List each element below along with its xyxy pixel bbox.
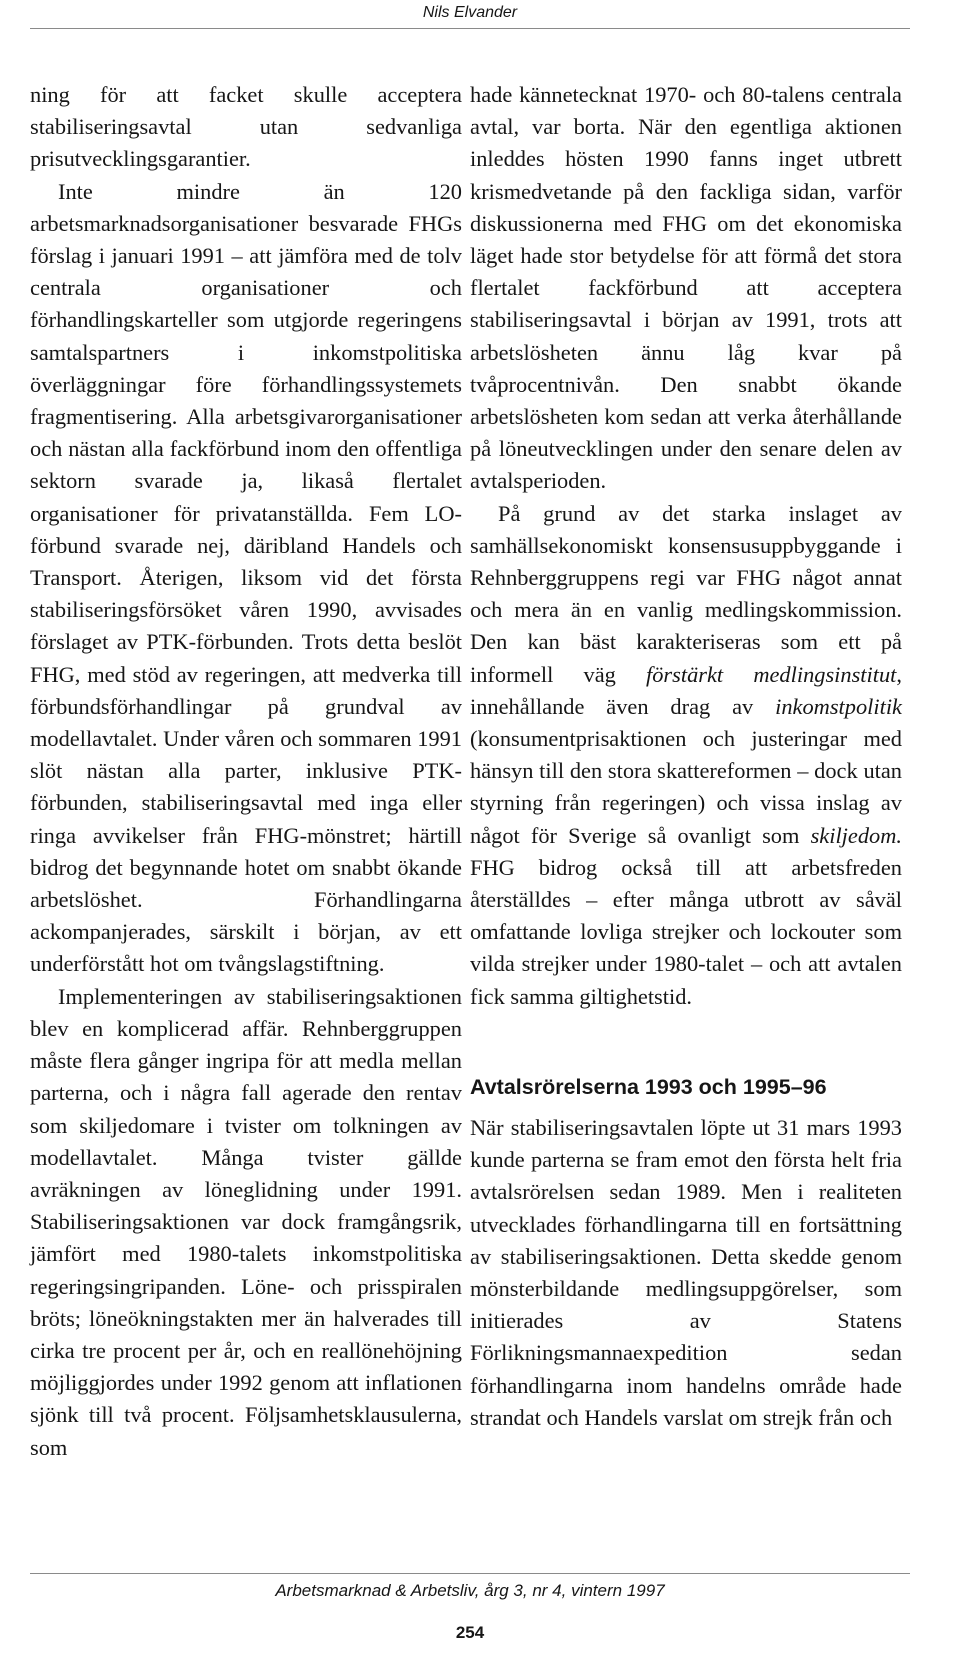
- paragraph: hade kännetecknat 1970- och 80-talens centrala avtal, var borta. När den egentliga aktionen inleddes hösten 1990 fanns inget utbrett krismedvetande på den fackliga sidan, varför diskussionerna med FHG om det ekonomiska läget hade stor betydelse för att förmå det stora flertalet fackförbund att acceptera stabiliseringsavtal i början av 1991, trots att arbetslösheten ännu låg kvar på tvåprocentnivån. Den snabbt ökande arbetslösheten kom sedan att verka återhållande på löneutvecklingen under den senare delen av avtalsperioden.: [470, 82, 902, 494]
- paragraph: [470, 498, 902, 1013]
- text-run: På grund av det starka inslaget av samhällsekonomiskt konsensusuppbyggande i Rehnberggruppens regi var FHG något annat och mera än en vanlig medlingskommission. Den kan bäst karakteriseras som ett på informell väg: [470, 500, 902, 687]
- right-column: [470, 79, 902, 1434]
- text-run: (konsumentprisaktionen och justeringar med hänsyn till den stora skattereformen – dock utan styrning från regeringen) och vissa inslag av något för Sverige så ovanligt som: [470, 726, 902, 848]
- paragraph: Inte mindre än 120 arbetsmarknadsorganisationer besvarade FHGs förslag i januari 1991 – att jämföra med de tolv centrala organisationer och förhandlingskarteller som utgjorde regeringens samtalspartners i inkomstpolitiska överläggningar före förhandlingssystemets fragmentisering. Alla arbetsgivarorganisationer och nästan alla fackförbund inom den offentliga sektorn svarade ja, likaså flertalet organisationer för privatanställda. Fem LO-förbund svarade nej, däribland Handels och Transport. Återigen, liksom vid det första stabiliseringsförsöket våren 1990, avvisades förslaget av PTK-förbunden. Trots detta beslöt FHG, med stöd av regeringen, att medverka till förbundsförhandlingar på grundval av modellavtalet. Under våren och sommaren 1991 slöt nästan alla parter, inklusive PTK-förbunden, stabiliseringsavtal med inga eller ringa avvikelser från FHG-mönstret; härtill bidrog det begynnande hotet om snabbt ökande arbetslöshet. Förhandlingarna ackompanjerades, särskilt i början, av ett underförstått hot om tvångslagstiftning.: [30, 178, 462, 977]
- footer-journal-citation: Arbetsmarknad & Arbetsliv, årg 3, nr 4, vintern 1997: [275, 1581, 665, 1600]
- left-column: [30, 79, 462, 1464]
- footer-divider: [30, 1573, 910, 1574]
- emphasis-text: förstärkt medlingsinstitut: [646, 661, 897, 687]
- text-run: FHG bidrog också till att arbetsfreden återställdes – efter många utbrott av såväl omfattande lovliga strejker och lockouter som vilda strejker under 1980-talet – och att avtalen fick samma giltighetstid.: [470, 854, 902, 1009]
- running-head-author: Nils Elvander: [30, 0, 910, 29]
- paragraph: ning för att facket skulle acceptera stabiliseringsavtal utan sedvanliga prisutvecklingsgarantier.: [30, 82, 462, 172]
- emphasis-text: inkomstpolitik: [775, 693, 902, 719]
- paragraph: Implementeringen av stabiliseringsaktionen blev en komplicerad affär. Rehnberggruppen måste flera gånger ingripa för att medla mellan parterna, och i några fall agerade den rentav som skiljedomare i tvister om tolkningen av modellavtalet. Många tvister gällde avräkningen av löneglidning under 1991. Stabiliseringsaktionen var dock framgångsrik, jämfört med 1980-talets inkomstpolitiska regeringsingripanden. Löne- och prisspiralen bröts; löneökningstakten mer än halverades till cirka tre procent per år, och en reallönehöjning möjliggjordes under 1992 genom att inflationen sjönk till två procent. Följsamhetsklausulerna, som: [30, 983, 462, 1460]
- paragraph: När stabiliseringsavtalen löpte ut 31 mars 1993 kunde parterna se fram emot den första helt fria avtalsrörelsen sedan 1989. Men i realiteten utvecklades förhandlingarna till en fortsättning av stabiliseringsaktionen. Detta skedde genom mönsterbildande medlingsuppgörelser, som initierades av Statens Förlikningsmannaexpedition sedan förhandlingarna inom handelns område hade strandat och Handels varslat om strejk från och: [470, 1114, 902, 1430]
- emphasis-text: skiljedom.: [810, 822, 902, 848]
- section-heading: Avtalsrörelserna 1993 och 1995–96: [470, 1074, 827, 1099]
- text-run: , innehållande även drag av: [470, 661, 902, 719]
- page-number: 254: [455, 1623, 485, 1642]
